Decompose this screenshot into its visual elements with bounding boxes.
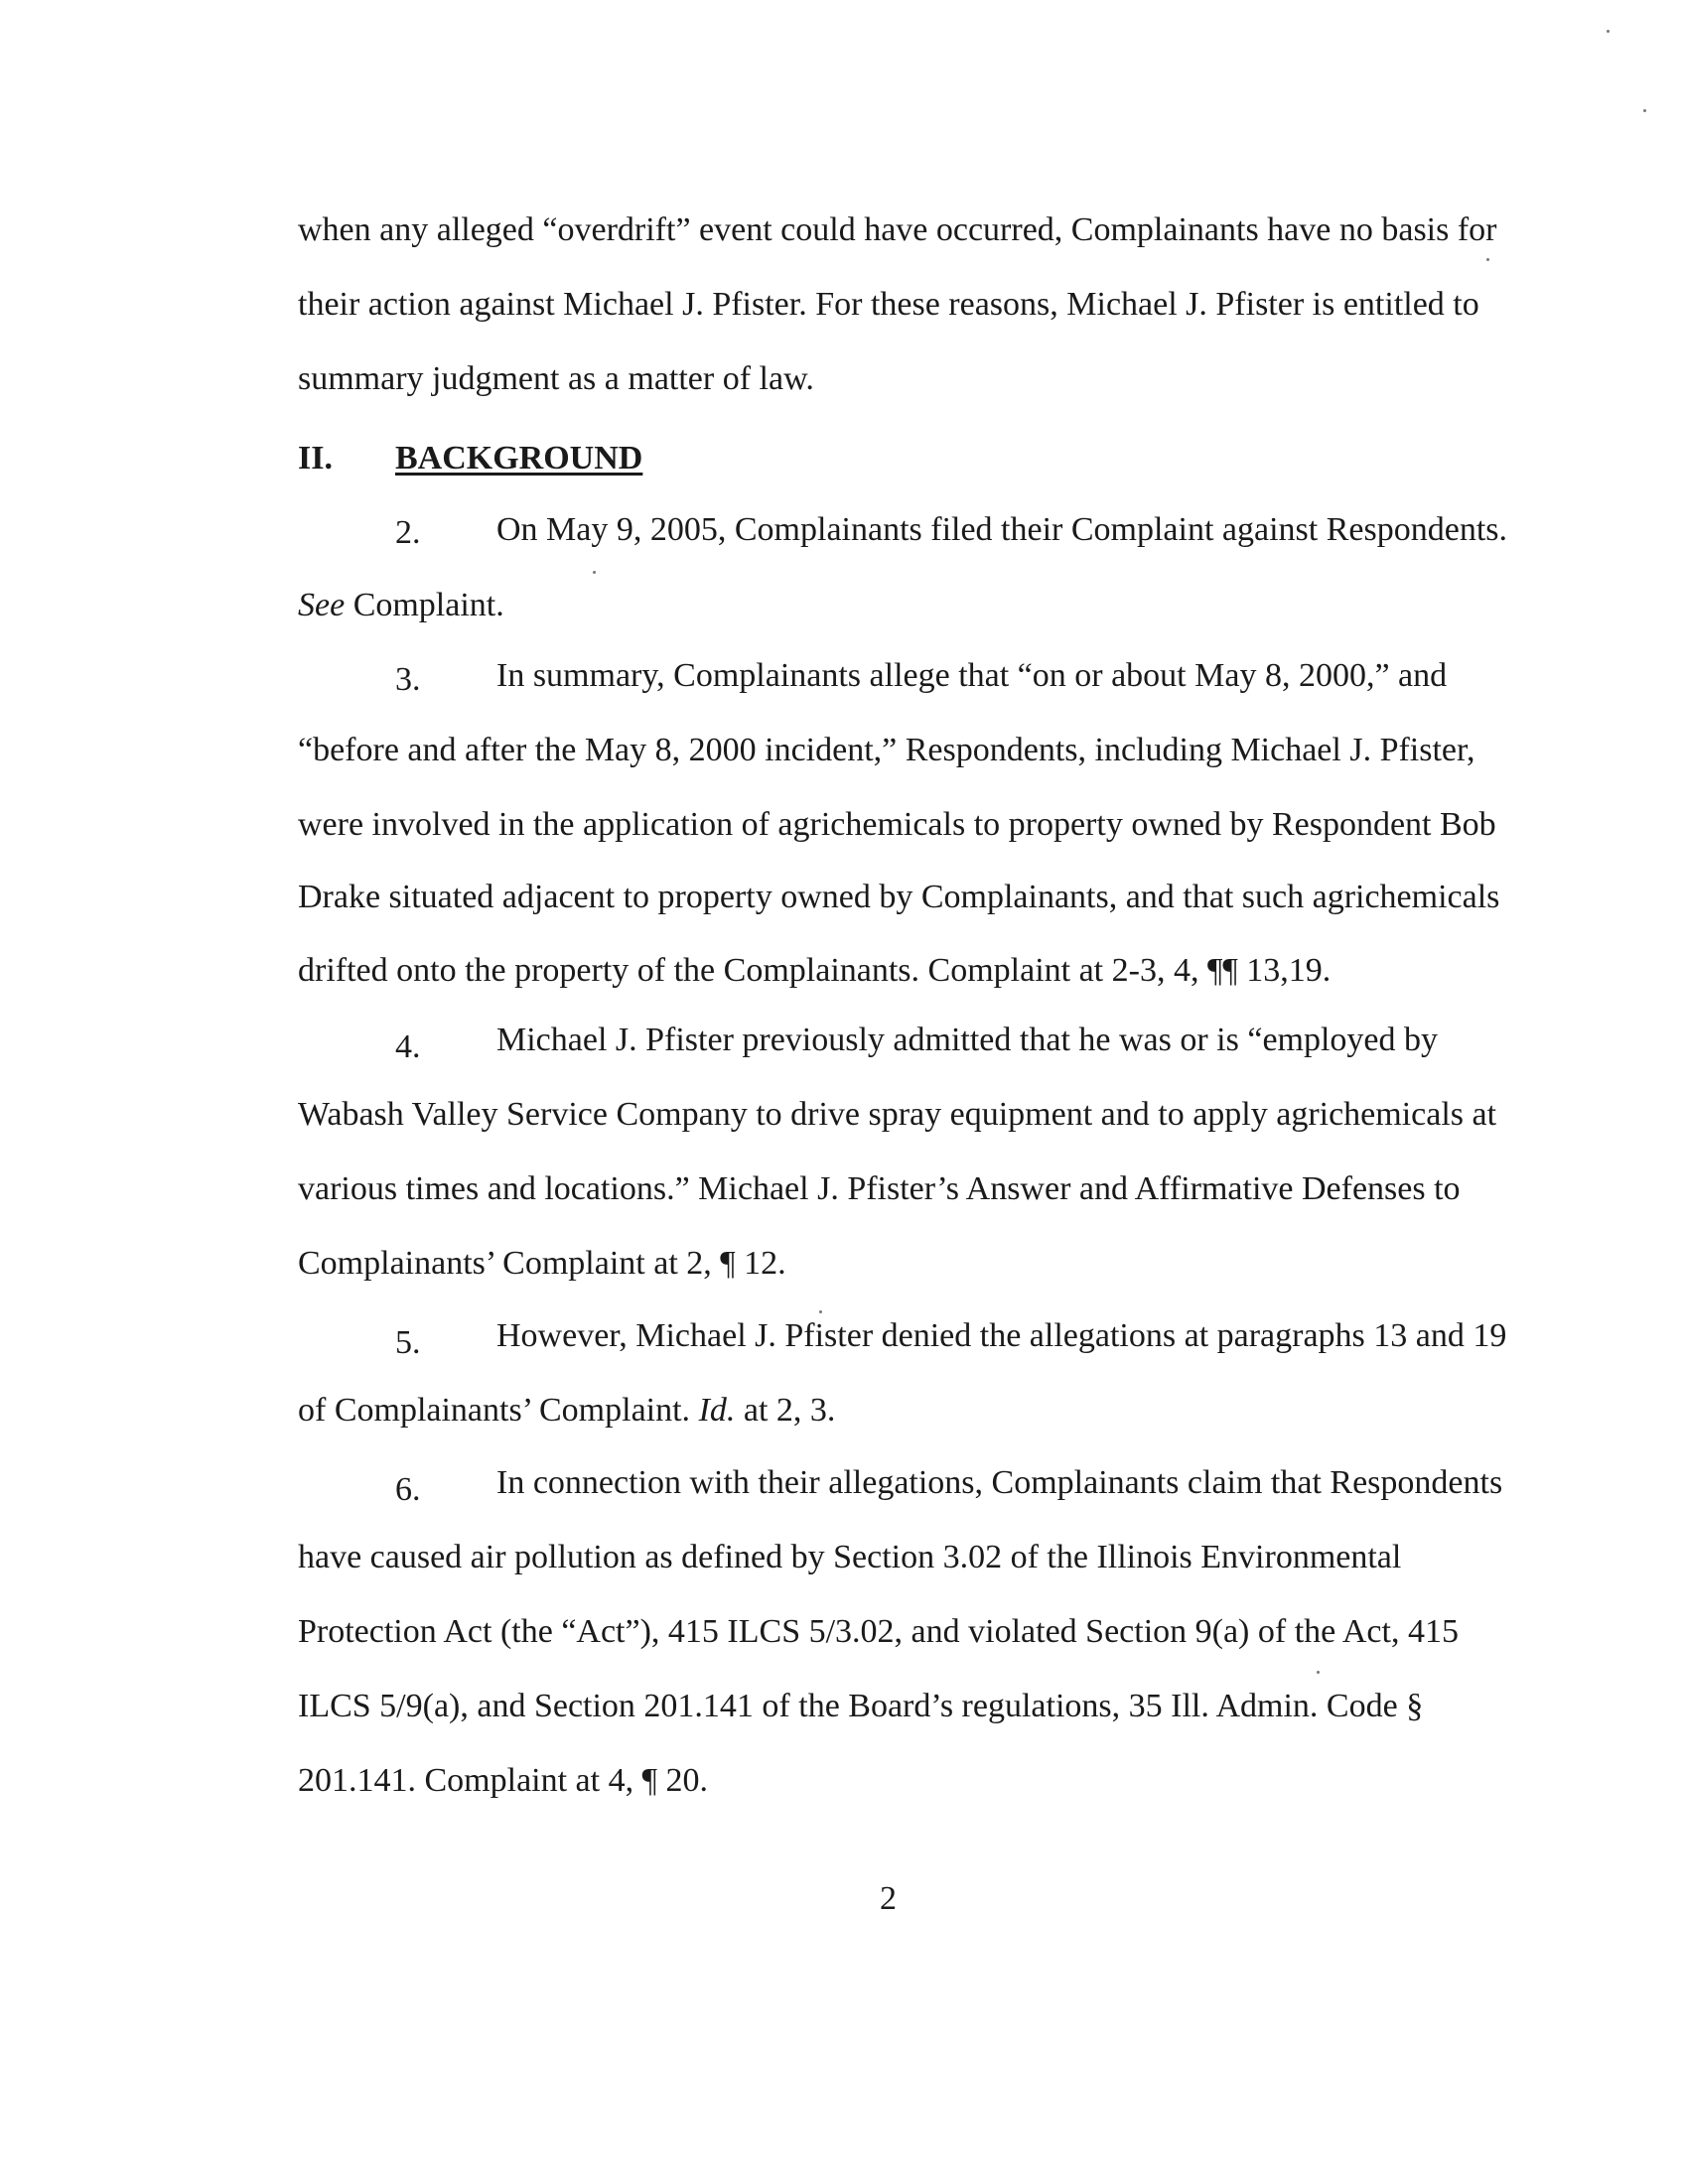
- paragraph-3-number: 3.: [395, 661, 421, 698]
- paragraph-4-line-2: Wabash Valley Service Company to drive spray equipment and to apply agrichemicals at: [298, 1096, 1497, 1133]
- paragraph-6-line-3: Protection Act (the “Act”), 415 ILCS 5/3.02, and violated Section 9(a) of the Act, 415: [298, 1613, 1459, 1650]
- paragraph-4-line-3: various times and locations.” Michael J. Pfister’s Answer and Affirmative Defenses to: [298, 1170, 1461, 1207]
- paragraph-3-line-4: Drake situated adjacent to property owned by Complainants, and that such agrichemicals: [298, 879, 1500, 915]
- paragraph-2-line-2: [298, 586, 504, 625]
- paragraph-6-line-1: In connection with their allegations, Complainants claim that Respondents: [496, 1464, 1503, 1501]
- scan-speck: [819, 1310, 822, 1313]
- paragraph-5-id-signal: Id.: [698, 1392, 736, 1429]
- intro-line-1: when any alleged “overdrift” event could have occurred, Complainants have no basis for: [298, 211, 1497, 248]
- paragraph-2-number: 2.: [395, 514, 421, 551]
- paragraph-6-line-5: 201.141. Complaint at 4, ¶ 20.: [298, 1762, 708, 1799]
- paragraph-3-line-5: drifted onto the property of the Complainants. Complaint at 2-3, 4, ¶¶ 13,19.: [298, 952, 1332, 989]
- paragraph-5-line-2-pre: of Complainants’ Complaint.: [298, 1392, 699, 1429]
- intro-line-3: summary judgment as a matter of law.: [298, 360, 814, 397]
- section-title: BACKGROUND: [395, 440, 643, 477]
- paragraph-5-line-2-rest: at 2, 3.: [735, 1392, 836, 1429]
- paragraph-3-line-2: “before and after the May 8, 2000 incident,” Respondents, including Michael J. Pfister,: [298, 732, 1475, 768]
- scan-speck: [593, 571, 596, 574]
- scan-speck: [1317, 1671, 1320, 1674]
- paragraph-4-line-4: Complainants’ Complaint at 2, ¶ 12.: [298, 1245, 786, 1282]
- paragraph-2-line-1: On May 9, 2005, Complainants filed their Complaint against Respondents.: [496, 511, 1507, 548]
- paragraph-3-line-1: In summary, Complainants allege that “on or about May 8, 2000,” and: [496, 657, 1448, 694]
- paragraph-2-see-signal: See: [298, 587, 346, 623]
- paragraph-4-number: 4.: [395, 1028, 421, 1065]
- section-number: II.: [298, 440, 333, 477]
- paragraph-5-number: 5.: [395, 1324, 421, 1361]
- paragraph-5-line-1: However, Michael J. Pfister denied the allegations at paragraphs 13 and 19: [496, 1317, 1507, 1354]
- scan-speck: [1643, 109, 1646, 112]
- paragraph-3-line-3: were involved in the application of agrichemicals to property owned by Respondent Bob: [298, 806, 1496, 843]
- paragraph-4-line-1: Michael J. Pfister previously admitted that he was or is “employed by: [496, 1022, 1439, 1058]
- page-number: 2: [880, 1880, 897, 1917]
- paragraph-6-line-2: have caused air pollution as defined by Section 3.02 of the Illinois Environmental: [298, 1539, 1402, 1575]
- paragraph-5-line-2: [298, 1391, 835, 1431]
- paragraph-6-number: 6.: [395, 1471, 421, 1508]
- intro-line-2: their action against Michael J. Pfister. For these reasons, Michael J. Pfister is entitled to: [298, 286, 1479, 323]
- scan-speck: [1486, 258, 1489, 261]
- scan-speck: [1607, 30, 1610, 33]
- paragraph-6-line-4: ILCS 5/9(a), and Section 201.141 of the Board’s regulations, 35 Ill. Admin. Code §: [298, 1688, 1424, 1724]
- paragraph-2-line-2-rest: Complaint.: [345, 587, 504, 623]
